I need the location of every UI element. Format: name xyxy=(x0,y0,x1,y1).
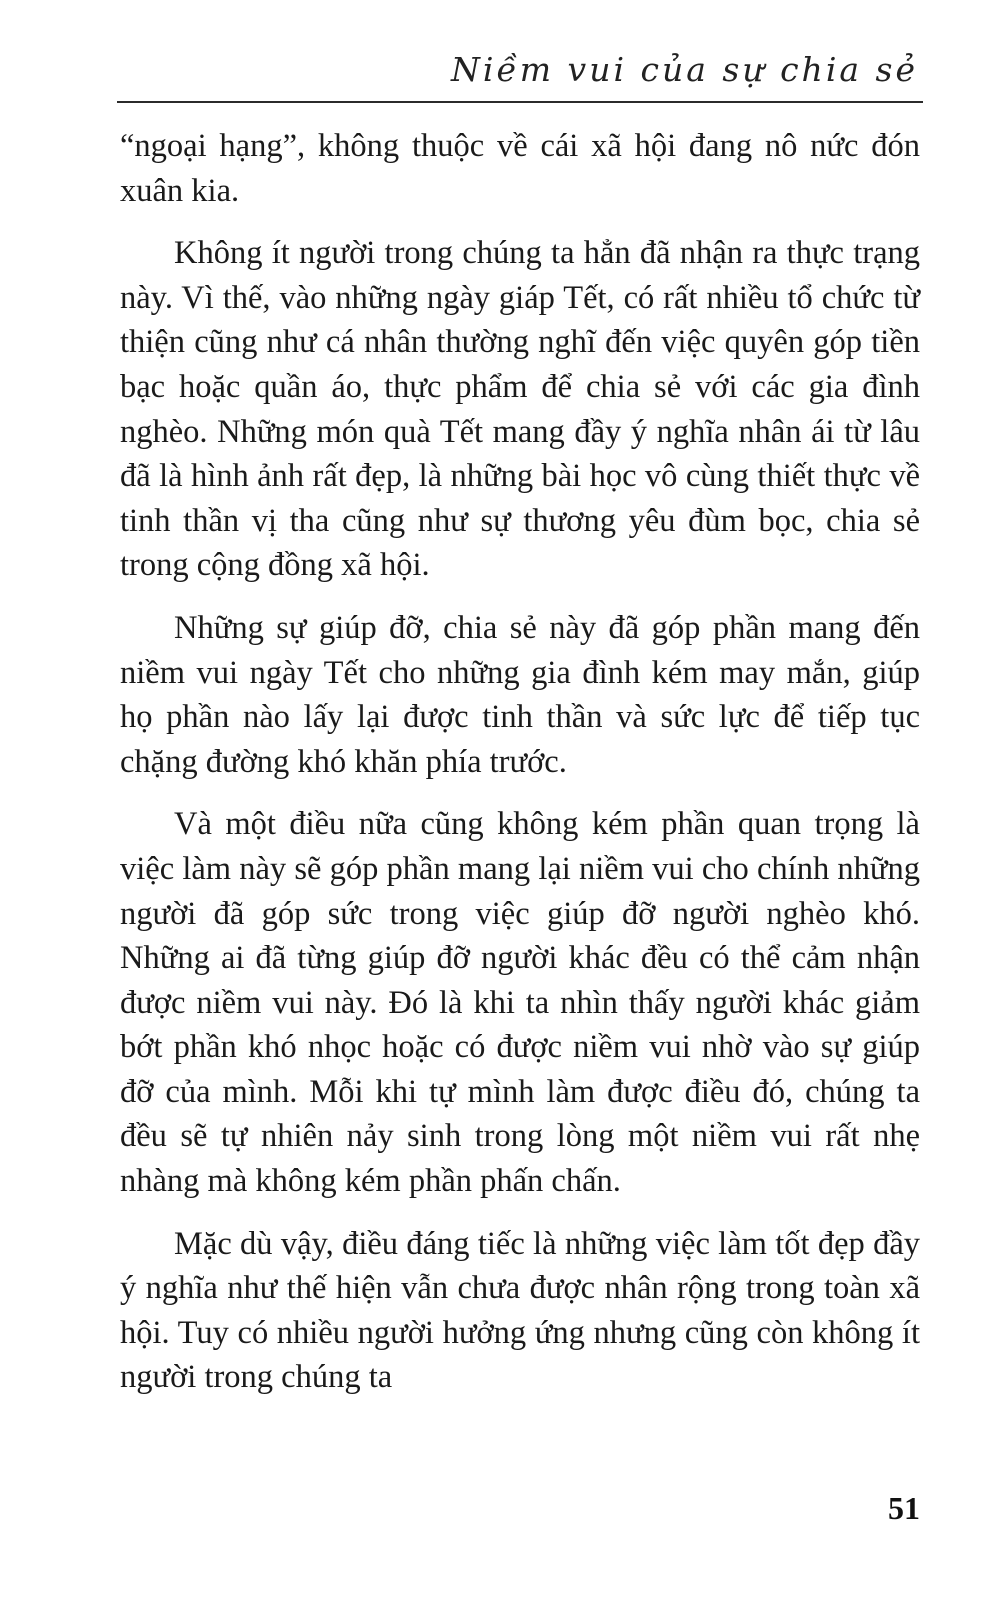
paragraph-continued: “ngoại hạng”, không thuộc về cái xã hội đang nô nức đón xuân kia. xyxy=(120,128,920,209)
paragraph: Những sự giúp đỡ, chia sẻ này đã góp phần mang đến niềm vui ngày Tết cho những gia đình kém may mắn, giúp họ phần nào lấy lại được tinh thần và sức lực để tiếp tục chặng đường khó khăn phía trước. xyxy=(120,609,920,780)
running-header-title: Niềm vui của sự chia sẻ xyxy=(451,50,918,89)
paragraph: Không ít người trong chúng ta hẳn đã nhận ra thực trạng này. Vì thế, vào những ngày giáp Tết, có rất nhiều tổ chức từ thiện cũng như cá nhân thường nghĩ đến việc quyên góp tiền bạc hoặc quần áo, thực phẩm để chia sẻ với các gia đình nghèo. Những món quà Tết mang đầy ý nghĩa nhân ái từ lâu đã là hình ảnh rất đẹp, là những bài học vô cùng thiết thực về tinh thần vị tha cũng như sự thương yêu đùm bọc, chia sẻ trong cộng đồng xã hội. xyxy=(120,235,920,584)
page-number: 51 xyxy=(888,1490,920,1526)
paragraph: Và một điều nữa cũng không kém phần quan trọng là việc làm này sẽ góp phần mang lại niềm vui cho chính những người đã góp sức trong việc giúp đỡ người nghèo khó. Những ai đã từng giúp đỡ người khác đều có thể cảm nhận được niềm vui này. Đó là khi ta nhìn thấy người khác giảm bớt phần khó nhọc hoặc có được niềm vui nhờ vào sự giúp đỡ của mình. Mỗi khi tự mình làm được điều đó, chúng ta đều sẽ tự nhiên nảy sinh trong lòng một niềm vui rất nhẹ nhàng mà không kém phần phấn chấn. xyxy=(120,806,920,1200)
header-divider xyxy=(117,101,923,103)
body-text xyxy=(120,124,920,1418)
paragraph: Mặc dù vậy, điều đáng tiếc là những việc làm tốt đẹp đầy ý nghĩa như thế hiện vẫn chưa được nhân rộng trong toàn xã hội. Tuy có nhiều người hưởng ứng nhưng cũng còn không ít người trong chúng ta xyxy=(120,1225,920,1396)
